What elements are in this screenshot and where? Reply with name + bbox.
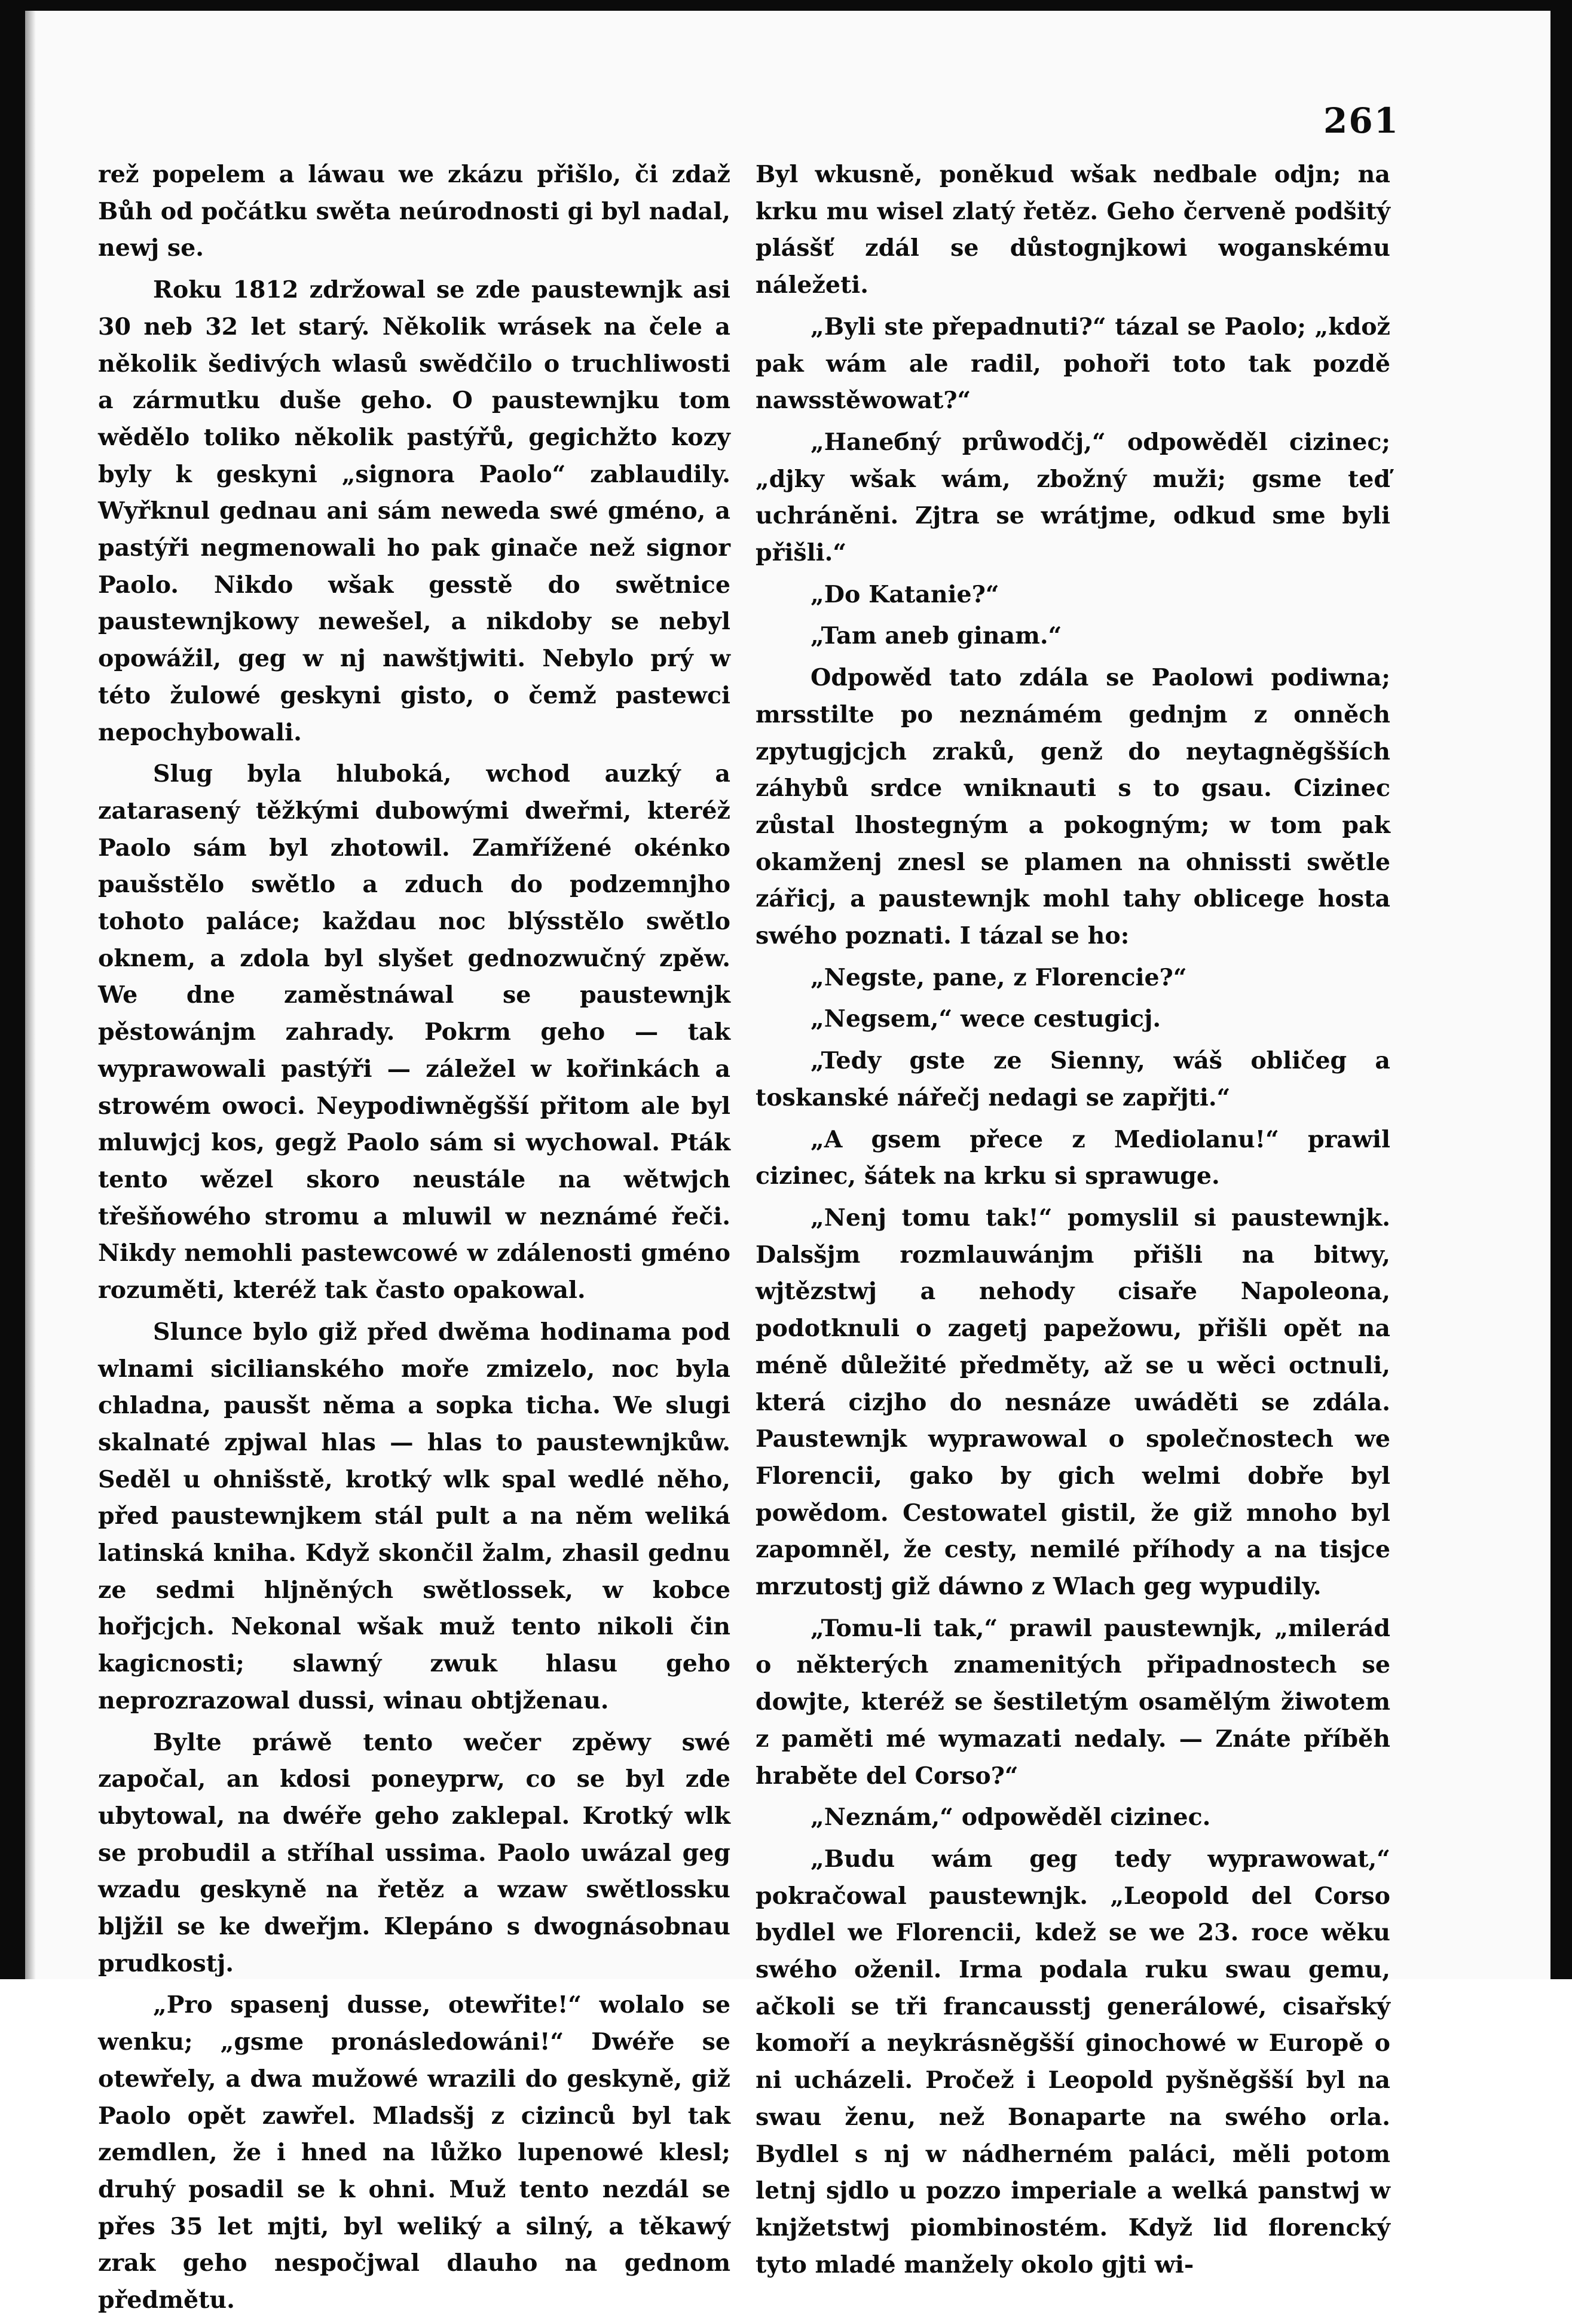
scan-border-top (0, 0, 1572, 11)
scan-border-right (1550, 0, 1572, 1979)
paragraph: Slug byla hluboká, wchod auzký a zatarasený těžkými dubowými dweřmi, kteréž Paolo sám byl zhotowil. Zamřížené okénko paušstělo swětlo a zduch do podzemnjho tohoto paláce; každau noc blýsstělo swětlo oknem, a zdola byl slyšet gednozwučný zpěw. We dne zaměstnáwal se paustewnjk pěstowánjm zahrady. Pokrm geho — tak wyprawowali pastýři — záležel w kořinkách a strowém owoci. Neypodiwněgšší přitom ale byl mluwjcj kos, gegž Paolo sám si wychowal. Pták tento wězel skoro neustále na wětwjch třešňowého stromu a mluwil w neznámé řeči. Nikdy nemohli pastewcowé w zdálenosti gméno rozuměti, kteréž tak často opakowal. (98, 760, 730, 1305)
right-text-column (756, 157, 1390, 2288)
page-gutter-shadow (25, 11, 36, 1979)
paragraph: Roku 1812 zdržowal se zde paustewnjk asi 30 neb 32 let starý. Několik wrásek na čele a několik šedivých wlasů swědčilo o truchliwosti a zármutku duše geho. O paustewnjku tom wědělo toliko několik pastýřů, gegichžto kozy byly k geskyni „signora Paolo“ zablaudily. Wyřknul gednau ani sám neweda swé gméno, a pastýři negmenowali ho pak ginače než signor Paolo. Nikdo wšak gesstě do swětnice paustewnjkowy newešel, a nikdoby se nebyl opowážil, geg w nj nawštjwiti. Nebylo prý w této žulowé geskyni gisto, o čemž pastewci nepochybowali. (98, 276, 730, 746)
page-number: 261 (1323, 100, 1400, 141)
paragraph: „Do Katanie?“ (811, 580, 999, 608)
paragraph: „Haneбný průwodčj,“ odpowěděl cizinec; „djky wšak wám, zbožný muži; gsme teď uchráněni. Zjtra se wrátjme, odkud sme byli přišli.“ (756, 428, 1390, 567)
paragraph: „Neznám,“ odpowěděl cizinec. (811, 1804, 1211, 1832)
paragraph: Slunce bylo giž před dwěma hodinama pod wlnami sicilianského moře zmizelo, noc byla chladna, pausšt němа a sopka tichа. We slugi skalnaté zpjwal hlas — hlas to paustewnjkůw. Seděl u ohnišstě, krotký wlk spal wedlé něho, před paustewnjkem stál pult a na něm weliká latinská kniha. Když skončil žalm, zhasil gednu ze sedmi hljněných swětlossek, w kobce hořjcjch. Nekonal wšak muž tento nikoli čin kagicnosti; slawný zwuk hlasu geho neprozrazowal dussi, winau obtjženau. (98, 1318, 730, 1714)
paragraph: Bylte práwě tento wečer zpěwy swé započal, an kdosi poneyprw, co se byl zde ubytowal, na dwéře geho zaklepal. Krotký wlk se probudil a stříhal ussima. Paolo uwázal geg wzadu geskyně na řetěz a wzaw swětlossku bljžil se ke dweřjm. Klepáno s dwognásobnau prudkostj. (98, 1728, 730, 1977)
scan-border-left (0, 0, 25, 1979)
paragraph: „A gsem přece z Mediolanu!“ prawil cizinec, šátek na krku si sprawuge. (756, 1125, 1390, 1190)
paragraph: „Budu wám geg tedy wyprawowat,“ pokračowal paustewnjk. „Leopold del Corso bydlel we Florencii, kdež se we 23. roce wěku swého oženil. Irma podala ruku swau gemu, ačkoli se tři francausstj generálowé, cisařský komoří a neykrásněgšší ginochowé w Europě o ni ucházeli. Pročež i Leopold pyšněgšší byl na swau ženu, než Bonaparte na swého orla. Bydlel s nj w nádherném paláci, měli potom letnj sjdlo u pozzo imperiale a welká panstwj w knjžetstwj piombinostém. Když lid florencký tyto mladé manžely okolo gjti wi- (756, 1845, 1390, 2279)
left-text-column (98, 157, 730, 2324)
paragraph: Byl wkusně, poněkud wšak nedbale odjn; na krku mu wisel zlatý řetěz. Geho červeně podšitý plásšť zdál se důstognjkowi woganskému náležeti. (756, 161, 1390, 299)
paragraph: „Tedy gste ze Sienny, wáš obličeg a toskanské nářečj nedagi se zapřjti.“ (756, 1047, 1390, 1112)
paragraph: „Negste, pane, z Florencie?“ (811, 963, 1187, 991)
paragraph: „Tomu-li tak,“ prawil paustewnjk, „milerád o některých znamenitých připadnostech se dowjte, kteréž se šestiletým osamělým žiwotem z paměti mé wymazati nedaly. — Znáte příběh hraběte del Corso?“ (756, 1614, 1390, 1790)
paragraph: Odpowěd tato zdála se Paolowi podiwna; mrsstilte po neznámém gednjm z onněch zpytugjcjch zraků, genž do neytagněgšších záhybů srdce wniknauti s to gsau. Cizinec zůstal lhostegným a pokogným; w tom pak okamženj znesl se plamen na ohnissti swětle zářicj, a paustewnjk mohl tahy oblicege hosta swého poznati. I tázal se ho: (756, 664, 1390, 950)
paragraph: „Tam aneb ginam.“ (811, 622, 1062, 650)
paragraph: „Negsem,“ wece cestugicj. (811, 1005, 1161, 1033)
paragraph: „Nenj tomu tak!“ pomyslil si paustewnjk. Dalsšjm rozmlauwánjm přišli na bitwy, wjtězstwj a nehody cisaře Napoleona, podotknuli o zagetj papežowu, přišli opět na méně důležité předměty, až se u wěci octnuli, která cizjho do nesnáze uwáděti se zdála. Paustewnjk wyprawowal o společnostech we Florencii, gako by gich welmi dobře byl powědom. Cestowatel gistil, že giž mnoho byl zapomněl, že cesty, nemilé příhody a na tisjce mrzutostj giž dáwno z Wlach geg wypudily. (756, 1204, 1390, 1601)
paragraph: „Byli ste přepadnuti?“ tázal se Paolo; „kdož pak wám ale radil, pohoři toto tak pozdě nawsstěwowat?“ (756, 313, 1390, 415)
paragraph: „Pro spasenj dusse, otewřite!“ wolalo se wenku; „gsme pronásledowáni!“ Dwéře se otewřely, a dwa mužowé wrazili do geskyně, giž Paolo opět zawřel. Mladsšj z cizinců byl tak zemdlen, že i hned na lůžko lupenowé klesl; druhý posadil se k ohni. Muž tento nezdál se přes 35 let mjti, byl weliký a silný, a těkawý zrak geho nespočjwal dlauho na gednom předmětu. (98, 1991, 730, 2314)
paragraph: rež popelem a láwau we zkázu přišlo, či zdaž Bůh od počátku swěta neúrodnosti gi byl nadal, newj se. (98, 161, 730, 262)
